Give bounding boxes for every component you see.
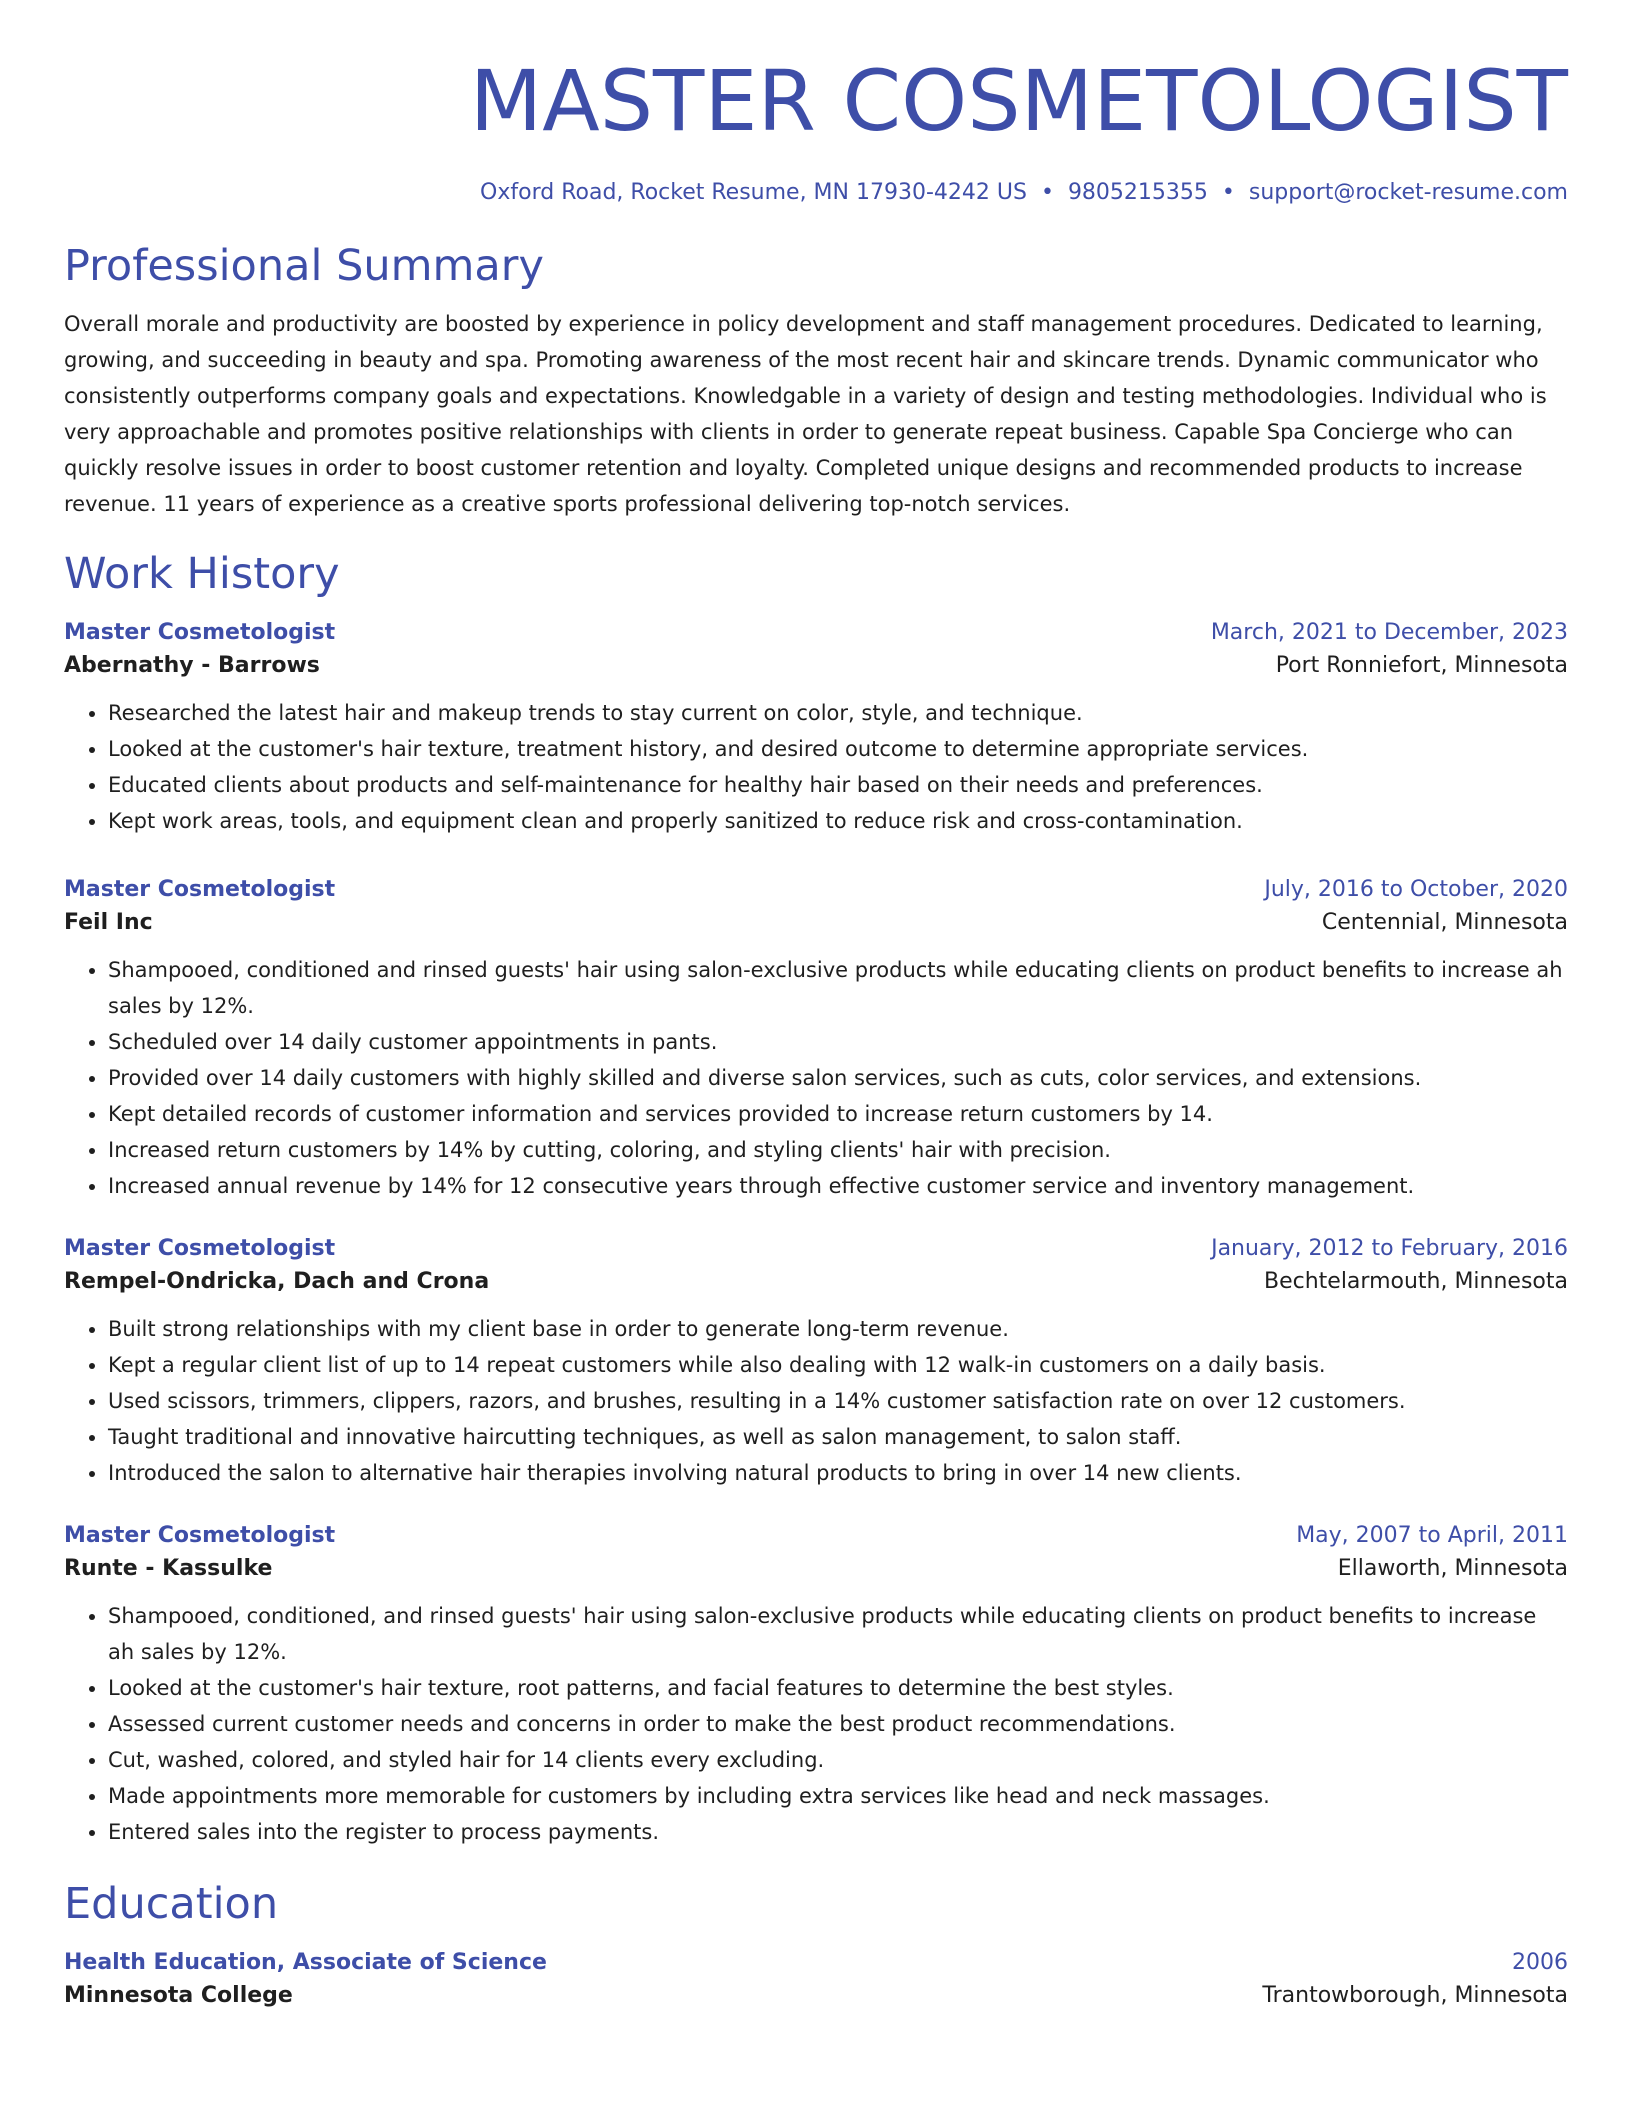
job-company-row <box>64 1554 1568 1584</box>
contact-email: support@rocket-resume.com <box>1248 180 1568 205</box>
contact-address: Oxford Road, Rocket Resume, MN 17930-4242 US <box>480 180 1027 205</box>
education-list <box>64 1948 1568 2011</box>
job-bullet: • Made appointments more memorable for customers by including extra services like head and neck massages. <box>108 1778 1568 1814</box>
job-bullet: • Shampooed, conditioned and rinsed guests' hair using salon-exclusive products while educating clients on product benefits to increase ah sales by 12%. <box>108 952 1568 1024</box>
job-header-row <box>64 618 1568 648</box>
job-bullet: • Scheduled over 14 daily customer appointments in pants. <box>108 1024 1568 1060</box>
job-entry <box>64 1521 1568 1850</box>
job-bullet: • Educated clients about products and self-maintenance for healthy hair based on their needs and preferences. <box>108 767 1568 803</box>
job-bullet: • Assessed current customer needs and concerns in order to make the best product recommendations. <box>108 1706 1568 1742</box>
job-bullets <box>64 1598 1568 1850</box>
job-location: Ellaworth, Minnesota <box>1337 1556 1568 1581</box>
job-bullet: • Introduced the salon to alternative hair therapies involving natural products to bring in over 14 new clients. <box>108 1455 1568 1491</box>
job-company: Rempel-Ondricka, Dach and Crona <box>64 1269 490 1294</box>
job-bullets <box>64 1311 1568 1491</box>
resume-name: MASTER COSMETOLOGIST <box>469 52 1568 150</box>
job-location: Port Ronniefort, Minnesota <box>1275 653 1568 678</box>
job-dates: January, 2012 to February, 2016 <box>1211 1236 1568 1261</box>
education-year: 2006 <box>1512 1950 1568 1975</box>
job-company: Runte - Kassulke <box>64 1556 273 1581</box>
job-title: Master Cosmetologist <box>64 1523 336 1548</box>
education-header-row <box>64 1948 1568 1978</box>
job-bullet: • Looked at the customer's hair texture, root patterns, and facial features to determine the best styles. <box>108 1670 1568 1706</box>
job-dates: March, 2021 to December, 2023 <box>1210 620 1568 645</box>
job-bullet: • Increased annual revenue by 14% for 12 consecutive years through effective customer service and inventory management. <box>108 1168 1568 1204</box>
job-dates: July, 2016 to October, 2020 <box>1264 877 1568 902</box>
education-location: Trantowborough, Minnesota <box>1262 1983 1568 2008</box>
education-school-row <box>64 1981 1568 2011</box>
job-bullet: • Kept a regular client list of up to 14 repeat customers while also dealing with 12 walk-in customers on a daily basis. <box>108 1347 1568 1383</box>
job-bullet: • Built strong relationships with my client base in order to generate long-term revenue. <box>108 1311 1568 1347</box>
job-title: Master Cosmetologist <box>64 1236 336 1261</box>
job-bullet: • Shampooed, conditioned, and rinsed guests' hair using salon-exclusive products while educating clients on product benefits to increase ah sales by 12%. <box>108 1598 1568 1670</box>
job-company: Abernathy - Barrows <box>64 653 320 678</box>
section-title-work-history: Work History <box>64 549 340 599</box>
job-title: Master Cosmetologist <box>64 877 336 902</box>
job-company-row <box>64 1267 1568 1297</box>
job-company-row <box>64 908 1568 938</box>
job-header-row <box>64 875 1568 905</box>
job-bullet: • Taught traditional and innovative haircutting techniques, as well as salon management, to salon staff. <box>108 1419 1568 1455</box>
job-location: Bechtelarmouth, Minnesota <box>1263 1269 1568 1294</box>
job-bullets <box>64 695 1568 839</box>
job-entry <box>64 875 1568 1204</box>
job-bullet: • Looked at the customer's hair texture, treatment history, and desired outcome to determine appropriate services. <box>108 731 1568 767</box>
education-entry <box>64 1948 1568 2011</box>
job-bullet: • Cut, washed, colored, and styled hair for 14 clients every excluding. <box>108 1742 1568 1778</box>
job-location: Centennial, Minnesota <box>1321 910 1568 935</box>
section-title-summary: Professional Summary <box>64 241 544 291</box>
contact-line <box>64 178 1568 208</box>
education-school: Minnesota College <box>64 1983 293 2008</box>
education-degree: Health Education, Associate of Science <box>64 1950 547 1975</box>
job-title: Master Cosmetologist <box>64 620 336 645</box>
job-bullet: • Kept work areas, tools, and equipment clean and properly sanitized to reduce risk and cross-contamination. <box>108 803 1568 839</box>
job-bullet: • Researched the latest hair and makeup trends to stay current on color, style, and technique. <box>108 695 1568 731</box>
job-company: Feil Inc <box>64 910 153 935</box>
job-header-row <box>64 1234 1568 1264</box>
contact-separator: • <box>1221 180 1235 205</box>
job-entry <box>64 1234 1568 1491</box>
job-entry <box>64 618 1568 839</box>
contact-phone: 9805215355 <box>1067 180 1208 205</box>
job-bullet: • Entered sales into the register to process payments. <box>108 1814 1568 1850</box>
work-history-list <box>64 618 1568 1850</box>
job-dates: May, 2007 to April, 2011 <box>1296 1523 1568 1548</box>
job-header-row <box>64 1521 1568 1551</box>
summary-text: Overall morale and productivity are boosted by experience in policy development and staff management procedures. Dedicated to learning, growing, and succeeding in beauty and spa. Promoting awareness of the most recent hair and skincare trends. Dynamic communicator who consistently outperforms company goals and expectations. Knowledgable in a variety of design and testing methodologies. Individual who is very approachable and promotes positive relationships with clients in order to generate repeat business. Capable Spa Concierge who can quickly resolve issues in order to boost customer retention and loyalty. Completed unique designs and recommended products to increase revenue. 11 years of experience as a creative sports professional delivering top-notch services. <box>64 312 1547 516</box>
job-bullet: • Provided over 14 daily customers with highly skilled and diverse salon services, such as cuts, color services, and extensions. <box>108 1060 1568 1096</box>
section-title-education: Education <box>64 1879 279 1929</box>
job-bullet: • Kept detailed records of customer information and services provided to increase return customers by 14. <box>108 1096 1568 1132</box>
job-company-row <box>64 651 1568 681</box>
job-bullet: • Increased return customers by 14% by cutting, coloring, and styling clients' hair with precision. <box>108 1132 1568 1168</box>
job-bullets <box>64 952 1568 1204</box>
contact-separator: • <box>1040 180 1054 205</box>
job-bullet: • Used scissors, trimmers, clippers, razors, and brushes, resulting in a 14% customer satisfaction rate on over 12 customers. <box>108 1383 1568 1419</box>
